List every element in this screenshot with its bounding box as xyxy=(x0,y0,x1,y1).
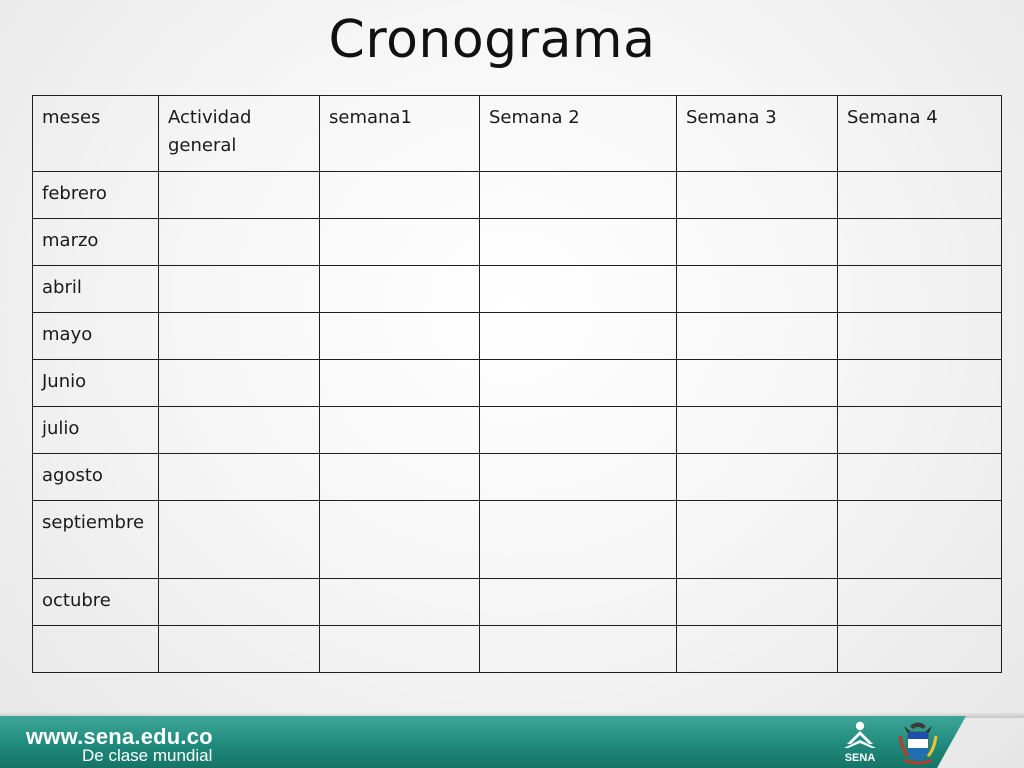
table-cell xyxy=(159,266,320,313)
table-cell xyxy=(480,626,677,673)
table-cell xyxy=(677,219,838,266)
table-cell xyxy=(677,407,838,454)
table-row xyxy=(33,626,1002,673)
month-cell: agosto xyxy=(33,454,159,501)
sena-logo-text: SENA xyxy=(844,752,876,764)
table-cell xyxy=(838,407,1002,454)
month-cell: julio xyxy=(33,407,159,454)
table-row xyxy=(33,579,1002,626)
table-cell xyxy=(159,172,320,219)
table-cell xyxy=(320,266,480,313)
table-cell xyxy=(159,360,320,407)
table-cell xyxy=(838,626,1002,673)
table-cell xyxy=(838,313,1002,360)
month-cell: febrero xyxy=(33,172,159,219)
month-cell: marzo xyxy=(33,219,159,266)
table-cell xyxy=(480,454,677,501)
table-header-row xyxy=(33,96,1002,172)
table-cell xyxy=(677,454,838,501)
table-row xyxy=(33,501,1002,579)
table-cell xyxy=(480,360,677,407)
table-row xyxy=(33,313,1002,360)
table-cell xyxy=(480,501,677,579)
table-cell xyxy=(320,501,480,579)
table-cell xyxy=(838,219,1002,266)
table-cell xyxy=(677,360,838,407)
table-cell xyxy=(677,501,838,579)
table-cell xyxy=(838,579,1002,626)
table-cell xyxy=(480,219,677,266)
footer-url: www.sena.edu.co xyxy=(26,724,213,749)
table-cell xyxy=(320,579,480,626)
table-cell xyxy=(480,579,677,626)
table-cell xyxy=(320,454,480,501)
table-row xyxy=(33,172,1002,219)
month-cell: mayo xyxy=(33,313,159,360)
header-actividad-general: Actividad general xyxy=(159,96,320,172)
table-row xyxy=(33,266,1002,313)
footer-bar xyxy=(0,716,1024,768)
header-meses: meses xyxy=(33,96,159,172)
colombia-coat-of-arms-icon xyxy=(896,720,940,766)
table-row xyxy=(33,219,1002,266)
month-cell: abril xyxy=(33,266,159,313)
footer-tagline: De clase mundial xyxy=(82,746,213,765)
page-title: Cronograma xyxy=(328,10,656,70)
table-cell xyxy=(838,172,1002,219)
month-cell xyxy=(33,626,159,673)
sena-logo-icon xyxy=(838,720,882,764)
table-cell xyxy=(677,172,838,219)
table-cell xyxy=(320,313,480,360)
table-row xyxy=(33,407,1002,454)
table-row xyxy=(33,360,1002,407)
table-cell xyxy=(677,579,838,626)
table-cell xyxy=(838,454,1002,501)
table-cell xyxy=(320,360,480,407)
table-cell xyxy=(480,407,677,454)
table-cell xyxy=(677,626,838,673)
table-cell xyxy=(838,360,1002,407)
table-cell xyxy=(159,313,320,360)
table-cell xyxy=(320,219,480,266)
header-semana-2: Semana 2 xyxy=(480,96,677,172)
table-cell xyxy=(159,626,320,673)
table-cell xyxy=(838,501,1002,579)
table-cell xyxy=(159,407,320,454)
table-cell xyxy=(320,172,480,219)
table-row xyxy=(33,454,1002,501)
table-cell xyxy=(838,266,1002,313)
table-cell xyxy=(677,266,838,313)
month-cell: septiembre xyxy=(33,501,159,579)
table-cell xyxy=(159,219,320,266)
header-semana-4: Semana 4 xyxy=(838,96,1002,172)
table-cell xyxy=(480,313,677,360)
header-semana-1: semana1 xyxy=(320,96,480,172)
schedule-table xyxy=(32,95,1002,673)
table-cell xyxy=(677,313,838,360)
table-cell xyxy=(480,172,677,219)
table-cell xyxy=(159,501,320,579)
month-cell: Junio xyxy=(33,360,159,407)
table-cell xyxy=(320,407,480,454)
month-cell: octubre xyxy=(33,579,159,626)
table-cell xyxy=(480,266,677,313)
table-cell xyxy=(159,454,320,501)
table-cell xyxy=(159,579,320,626)
header-semana-3: Semana 3 xyxy=(677,96,838,172)
table-cell xyxy=(320,626,480,673)
